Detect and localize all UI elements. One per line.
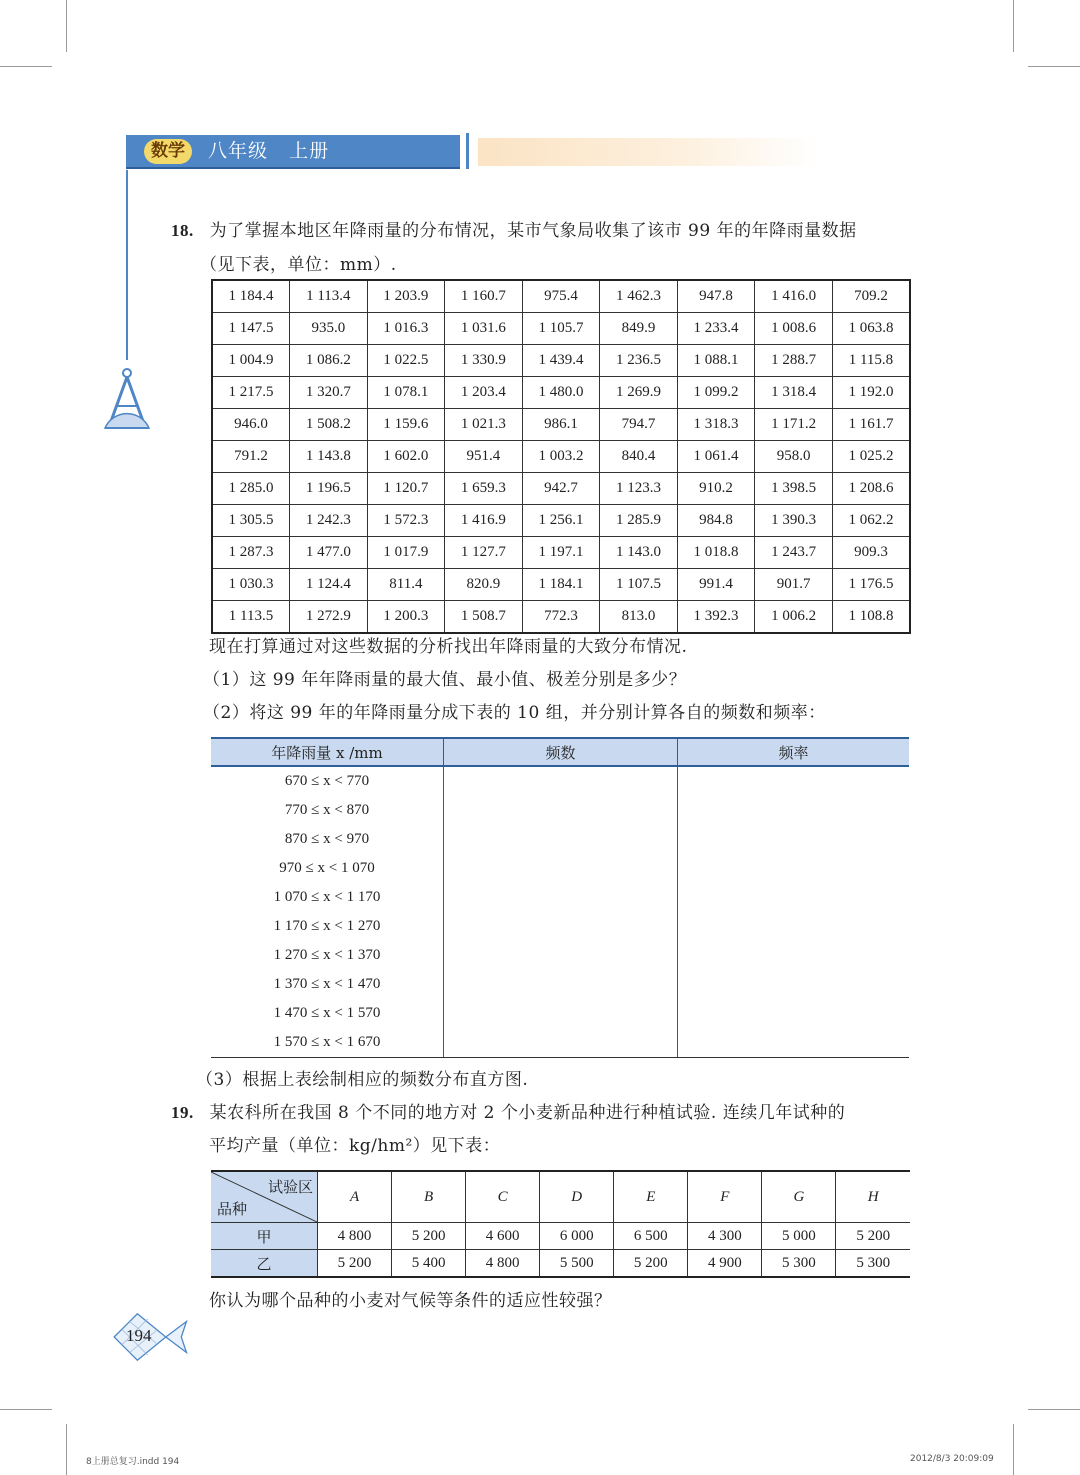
variety-label: 甲	[211, 1223, 318, 1250]
table-cell: 946.0	[212, 409, 290, 441]
rate-cell	[678, 883, 910, 912]
table-cell: 1 318.4	[755, 377, 833, 409]
table-cell: 794.7	[600, 409, 678, 441]
count-cell	[444, 970, 678, 999]
table-cell: 1 086.2	[290, 345, 368, 377]
table-row	[212, 409, 910, 441]
count-cell	[444, 854, 678, 883]
table-row	[212, 537, 910, 569]
yield-cell: 6 500	[614, 1223, 688, 1250]
table-cell: 1 192.0	[832, 377, 910, 409]
table-row	[211, 883, 909, 912]
table-cell: 1 236.5	[600, 345, 678, 377]
table-row	[212, 377, 910, 409]
count-cell	[444, 796, 678, 825]
table-row	[211, 941, 909, 970]
table-row	[211, 1250, 910, 1278]
yield-cell: 6 000	[540, 1223, 614, 1250]
yield-cell: 4 300	[688, 1223, 762, 1250]
table-cell: 1 287.3	[212, 537, 290, 569]
range-cell: 1 270 ≤ x < 1 370	[273, 947, 381, 963]
table-cell: 1 416.9	[445, 505, 523, 537]
table-cell: 1 031.6	[445, 313, 523, 345]
table-cell: 1 088.1	[677, 345, 755, 377]
footer-file: 8上册总复习.indd 194	[86, 1457, 180, 1467]
range-cell: 870 ≤ x < 970	[284, 831, 370, 847]
table-cell: 975.4	[522, 280, 600, 313]
table-cell: 1 108.8	[832, 601, 910, 634]
table-row	[211, 1223, 910, 1250]
table-row	[211, 796, 909, 825]
table-row	[211, 970, 909, 999]
table-cell: 1 659.3	[445, 473, 523, 505]
table-cell: 1 318.3	[677, 409, 755, 441]
table-row	[212, 473, 910, 505]
table-cell: 1 233.4	[677, 313, 755, 345]
table-cell: 791.2	[212, 441, 290, 473]
count-cell	[444, 912, 678, 941]
table-row	[212, 601, 910, 634]
table-cell: 1 330.9	[445, 345, 523, 377]
table-cell: 1 160.7	[445, 280, 523, 313]
table-cell: 1 200.3	[367, 601, 445, 634]
crop-mark	[1028, 66, 1080, 67]
frequency-table	[211, 737, 909, 1058]
table-cell: 901.7	[755, 569, 833, 601]
table-row	[211, 766, 909, 796]
freq-header-rate: 频率	[678, 738, 910, 766]
table-cell: 1 508.7	[445, 601, 523, 634]
table-cell: 1 120.7	[367, 473, 445, 505]
table-cell: 991.4	[677, 569, 755, 601]
table-cell: 1 305.5	[212, 505, 290, 537]
variety-label: 乙	[211, 1250, 318, 1278]
rate-cell	[678, 912, 910, 941]
table-cell: 1 208.6	[832, 473, 910, 505]
table-cell: 1 017.9	[367, 537, 445, 569]
table-cell: 1 203.9	[367, 280, 445, 313]
range-cell: 1 070 ≤ x < 1 170	[273, 889, 381, 905]
table-cell: 1 256.1	[522, 505, 600, 537]
region-header: F	[688, 1171, 762, 1223]
crop-mark	[66, 1424, 67, 1475]
table-row	[211, 912, 909, 941]
rainfall-data-table	[211, 279, 911, 634]
yield-cell: 5 000	[762, 1223, 836, 1250]
table-cell: 1 242.3	[290, 505, 368, 537]
region-header: G	[762, 1171, 836, 1223]
rate-cell	[678, 825, 910, 854]
table-cell: 840.4	[600, 441, 678, 473]
table-cell: 1 127.7	[445, 537, 523, 569]
q19-number: 19.	[171, 1103, 194, 1122]
yield-cell: 4 800	[318, 1223, 392, 1250]
range-cell: 1 470 ≤ x < 1 570	[273, 1005, 381, 1021]
yield-cell: 4 900	[688, 1250, 762, 1278]
book-title: 八年级 上册	[208, 140, 330, 162]
range-cell: 1 370 ≤ x < 1 470	[273, 976, 381, 992]
range-cell: 1 170 ≤ x < 1 270	[273, 918, 381, 934]
table-cell: 1 572.3	[367, 505, 445, 537]
table-cell: 1 602.0	[367, 441, 445, 473]
table-cell: 1 196.5	[290, 473, 368, 505]
corner-cell	[211, 1171, 318, 1223]
range-cell: 1 570 ≤ x < 1 670	[211, 1028, 444, 1058]
table-cell: 958.0	[755, 441, 833, 473]
table-cell: 1 099.2	[677, 377, 755, 409]
table-cell: 1 184.4	[212, 280, 290, 313]
table-cell: 1 171.2	[755, 409, 833, 441]
table-row	[212, 280, 910, 313]
freq-header-count: 频数	[444, 738, 678, 766]
yield-cell: 4 600	[466, 1223, 540, 1250]
page-number: 194	[126, 1326, 152, 1345]
table-cell: 1 184.1	[522, 569, 600, 601]
count-cell	[444, 999, 678, 1028]
q18-line1	[171, 220, 857, 242]
count-cell	[444, 825, 678, 854]
crop-mark	[1013, 1424, 1014, 1475]
table-cell: 811.4	[367, 569, 445, 601]
table-cell: 1 078.1	[367, 377, 445, 409]
yield-cell: 5 200	[614, 1250, 688, 1278]
table-row	[211, 999, 909, 1028]
region-header: B	[392, 1171, 466, 1223]
table-cell: 1 143.8	[290, 441, 368, 473]
table-cell: 820.9	[445, 569, 523, 601]
yield-cell: 5 500	[540, 1250, 614, 1278]
q18-number: 18.	[171, 221, 194, 240]
range-cell: 670 ≤ x < 770	[284, 773, 370, 789]
table-cell: 1 008.6	[755, 313, 833, 345]
yield-cell: 5 200	[836, 1223, 910, 1250]
table-cell: 1 477.0	[290, 537, 368, 569]
footer-timestamp: 2012/8/3 20:09:09	[910, 1454, 994, 1464]
rate-cell	[678, 970, 910, 999]
table-cell: 1 416.0	[755, 280, 833, 313]
table-cell: 1 161.7	[832, 409, 910, 441]
table-cell: 1 113.5	[212, 601, 290, 634]
table-cell: 1 285.9	[600, 505, 678, 537]
table-cell: 1 016.3	[367, 313, 445, 345]
q18-after-text: 现在打算通过对这些数据的分析找出年降雨量的大致分布情况.	[209, 637, 688, 657]
table-cell: 909.3	[832, 537, 910, 569]
header-gradient	[478, 138, 818, 166]
table-cell: 709.2	[832, 280, 910, 313]
table-cell: 1 030.3	[212, 569, 290, 601]
count-cell	[444, 883, 678, 912]
table-row	[211, 825, 909, 854]
rate-cell	[678, 1028, 910, 1058]
table-cell: 1 003.2	[522, 441, 600, 473]
corner-bottom-label: 品种	[217, 1202, 248, 1218]
table-cell: 1 124.4	[290, 569, 368, 601]
table-cell: 1 063.8	[832, 313, 910, 345]
table-cell: 1 004.9	[212, 345, 290, 377]
count-cell	[444, 1028, 678, 1058]
table-cell: 1 462.3	[600, 280, 678, 313]
q18-sub3: （3）根据上表绘制相应的频数分布直方图.	[196, 1070, 529, 1090]
range-cell: 770 ≤ x < 870	[284, 802, 370, 818]
q19-question: 你认为哪个品种的小麦对气候等条件的适应性较强？	[209, 1291, 612, 1311]
wheat-yield-table	[211, 1170, 910, 1278]
yield-cell: 5 300	[762, 1250, 836, 1278]
region-header: C	[466, 1171, 540, 1223]
table-cell: 1 025.2	[832, 441, 910, 473]
table-cell: 947.8	[677, 280, 755, 313]
table-cell: 1 243.7	[755, 537, 833, 569]
table-cell: 1 508.2	[290, 409, 368, 441]
region-header: E	[614, 1171, 688, 1223]
yield-cell: 4 800	[466, 1250, 540, 1278]
header-divider	[466, 133, 469, 169]
rate-cell	[678, 941, 910, 970]
table-cell: 1 398.5	[755, 473, 833, 505]
q19-line2: 平均产量（单位：kg/hm²）见下表：	[209, 1136, 501, 1156]
q18-sub1: （1）这 99 年年降雨量的最大值、最小值、极差分别是多少？	[203, 670, 687, 690]
table-cell: 986.1	[522, 409, 600, 441]
table-cell: 1 272.9	[290, 601, 368, 634]
count-cell	[444, 766, 678, 796]
table-cell: 1 288.7	[755, 345, 833, 377]
corner-top-label: 试验区	[267, 1180, 313, 1196]
subject-badge: 数学	[144, 139, 192, 164]
table-cell: 1 143.0	[600, 537, 678, 569]
table-cell: 984.8	[677, 505, 755, 537]
table-cell: 1 021.3	[445, 409, 523, 441]
table-cell: 1 203.4	[445, 377, 523, 409]
yield-cell: 5 400	[392, 1250, 466, 1278]
table-cell: 1 197.1	[522, 537, 600, 569]
yield-cell: 5 200	[318, 1250, 392, 1278]
table-row	[212, 505, 910, 537]
region-header: A	[318, 1171, 392, 1223]
region-header: H	[836, 1171, 910, 1223]
table-cell: 1 018.8	[677, 537, 755, 569]
yield-cell: 5 300	[836, 1250, 910, 1278]
q19-text: 某农科所在我国 8 个不同的地方对 2 个小麦新品种进行种植试验. 连续几年试种的	[209, 1103, 846, 1123]
table-cell: 1 285.0	[212, 473, 290, 505]
table-cell: 1 439.4	[522, 345, 600, 377]
table-cell: 1 217.5	[212, 377, 290, 409]
q18-line2: （见下表，单位：mm）.	[200, 255, 397, 275]
table-cell: 1 113.4	[290, 280, 368, 313]
table-row	[211, 854, 909, 883]
q19-line1	[171, 1102, 845, 1124]
yield-cell: 5 200	[392, 1223, 466, 1250]
crop-mark	[1013, 0, 1014, 52]
table-cell: 772.3	[522, 601, 600, 634]
table-row	[212, 441, 910, 473]
region-header: D	[540, 1171, 614, 1223]
table-row	[212, 345, 910, 377]
freq-header-range: 年降雨量 x /mm	[211, 738, 444, 766]
table-row	[212, 313, 910, 345]
table-cell: 1 390.3	[755, 505, 833, 537]
rate-cell	[678, 766, 910, 796]
range-cell: 970 ≤ x < 1 070	[279, 860, 375, 876]
table-cell: 1 147.5	[212, 313, 290, 345]
table-cell: 910.2	[677, 473, 755, 505]
table-cell: 849.9	[600, 313, 678, 345]
table-cell: 1 062.2	[832, 505, 910, 537]
table-cell: 942.7	[522, 473, 600, 505]
rate-cell	[678, 999, 910, 1028]
table-cell: 1 105.7	[522, 313, 600, 345]
table-cell: 1 159.6	[367, 409, 445, 441]
crop-mark	[0, 1409, 52, 1410]
table-cell: 1 480.0	[522, 377, 600, 409]
crop-mark	[0, 66, 52, 67]
table-cell: 951.4	[445, 441, 523, 473]
count-cell	[444, 941, 678, 970]
crop-mark	[1028, 1409, 1080, 1410]
crop-mark	[66, 0, 67, 52]
rate-cell	[678, 854, 910, 883]
table-cell: 1 115.8	[832, 345, 910, 377]
q18-text: 为了掌握本地区年降雨量的分布情况，某市气象局收集了该市 99 年的年降雨量数据	[209, 221, 857, 241]
table-row	[212, 569, 910, 601]
table-cell: 1 176.5	[832, 569, 910, 601]
side-rule	[126, 170, 128, 360]
table-cell: 1 006.2	[755, 601, 833, 634]
table-row	[211, 1028, 909, 1058]
table-cell: 935.0	[290, 313, 368, 345]
table-cell: 813.0	[600, 601, 678, 634]
q18-sub2: （2）将这 99 年的年降雨量分成下表的 10 组，并分别计算各自的频数和频率：	[203, 703, 826, 723]
table-cell: 1 022.5	[367, 345, 445, 377]
table-cell: 1 061.4	[677, 441, 755, 473]
rate-cell	[678, 796, 910, 825]
table-cell: 1 123.3	[600, 473, 678, 505]
compass-icon	[102, 366, 152, 430]
table-cell: 1 269.9	[600, 377, 678, 409]
table-cell: 1 392.3	[677, 601, 755, 634]
table-cell: 1 107.5	[600, 569, 678, 601]
table-cell: 1 320.7	[290, 377, 368, 409]
